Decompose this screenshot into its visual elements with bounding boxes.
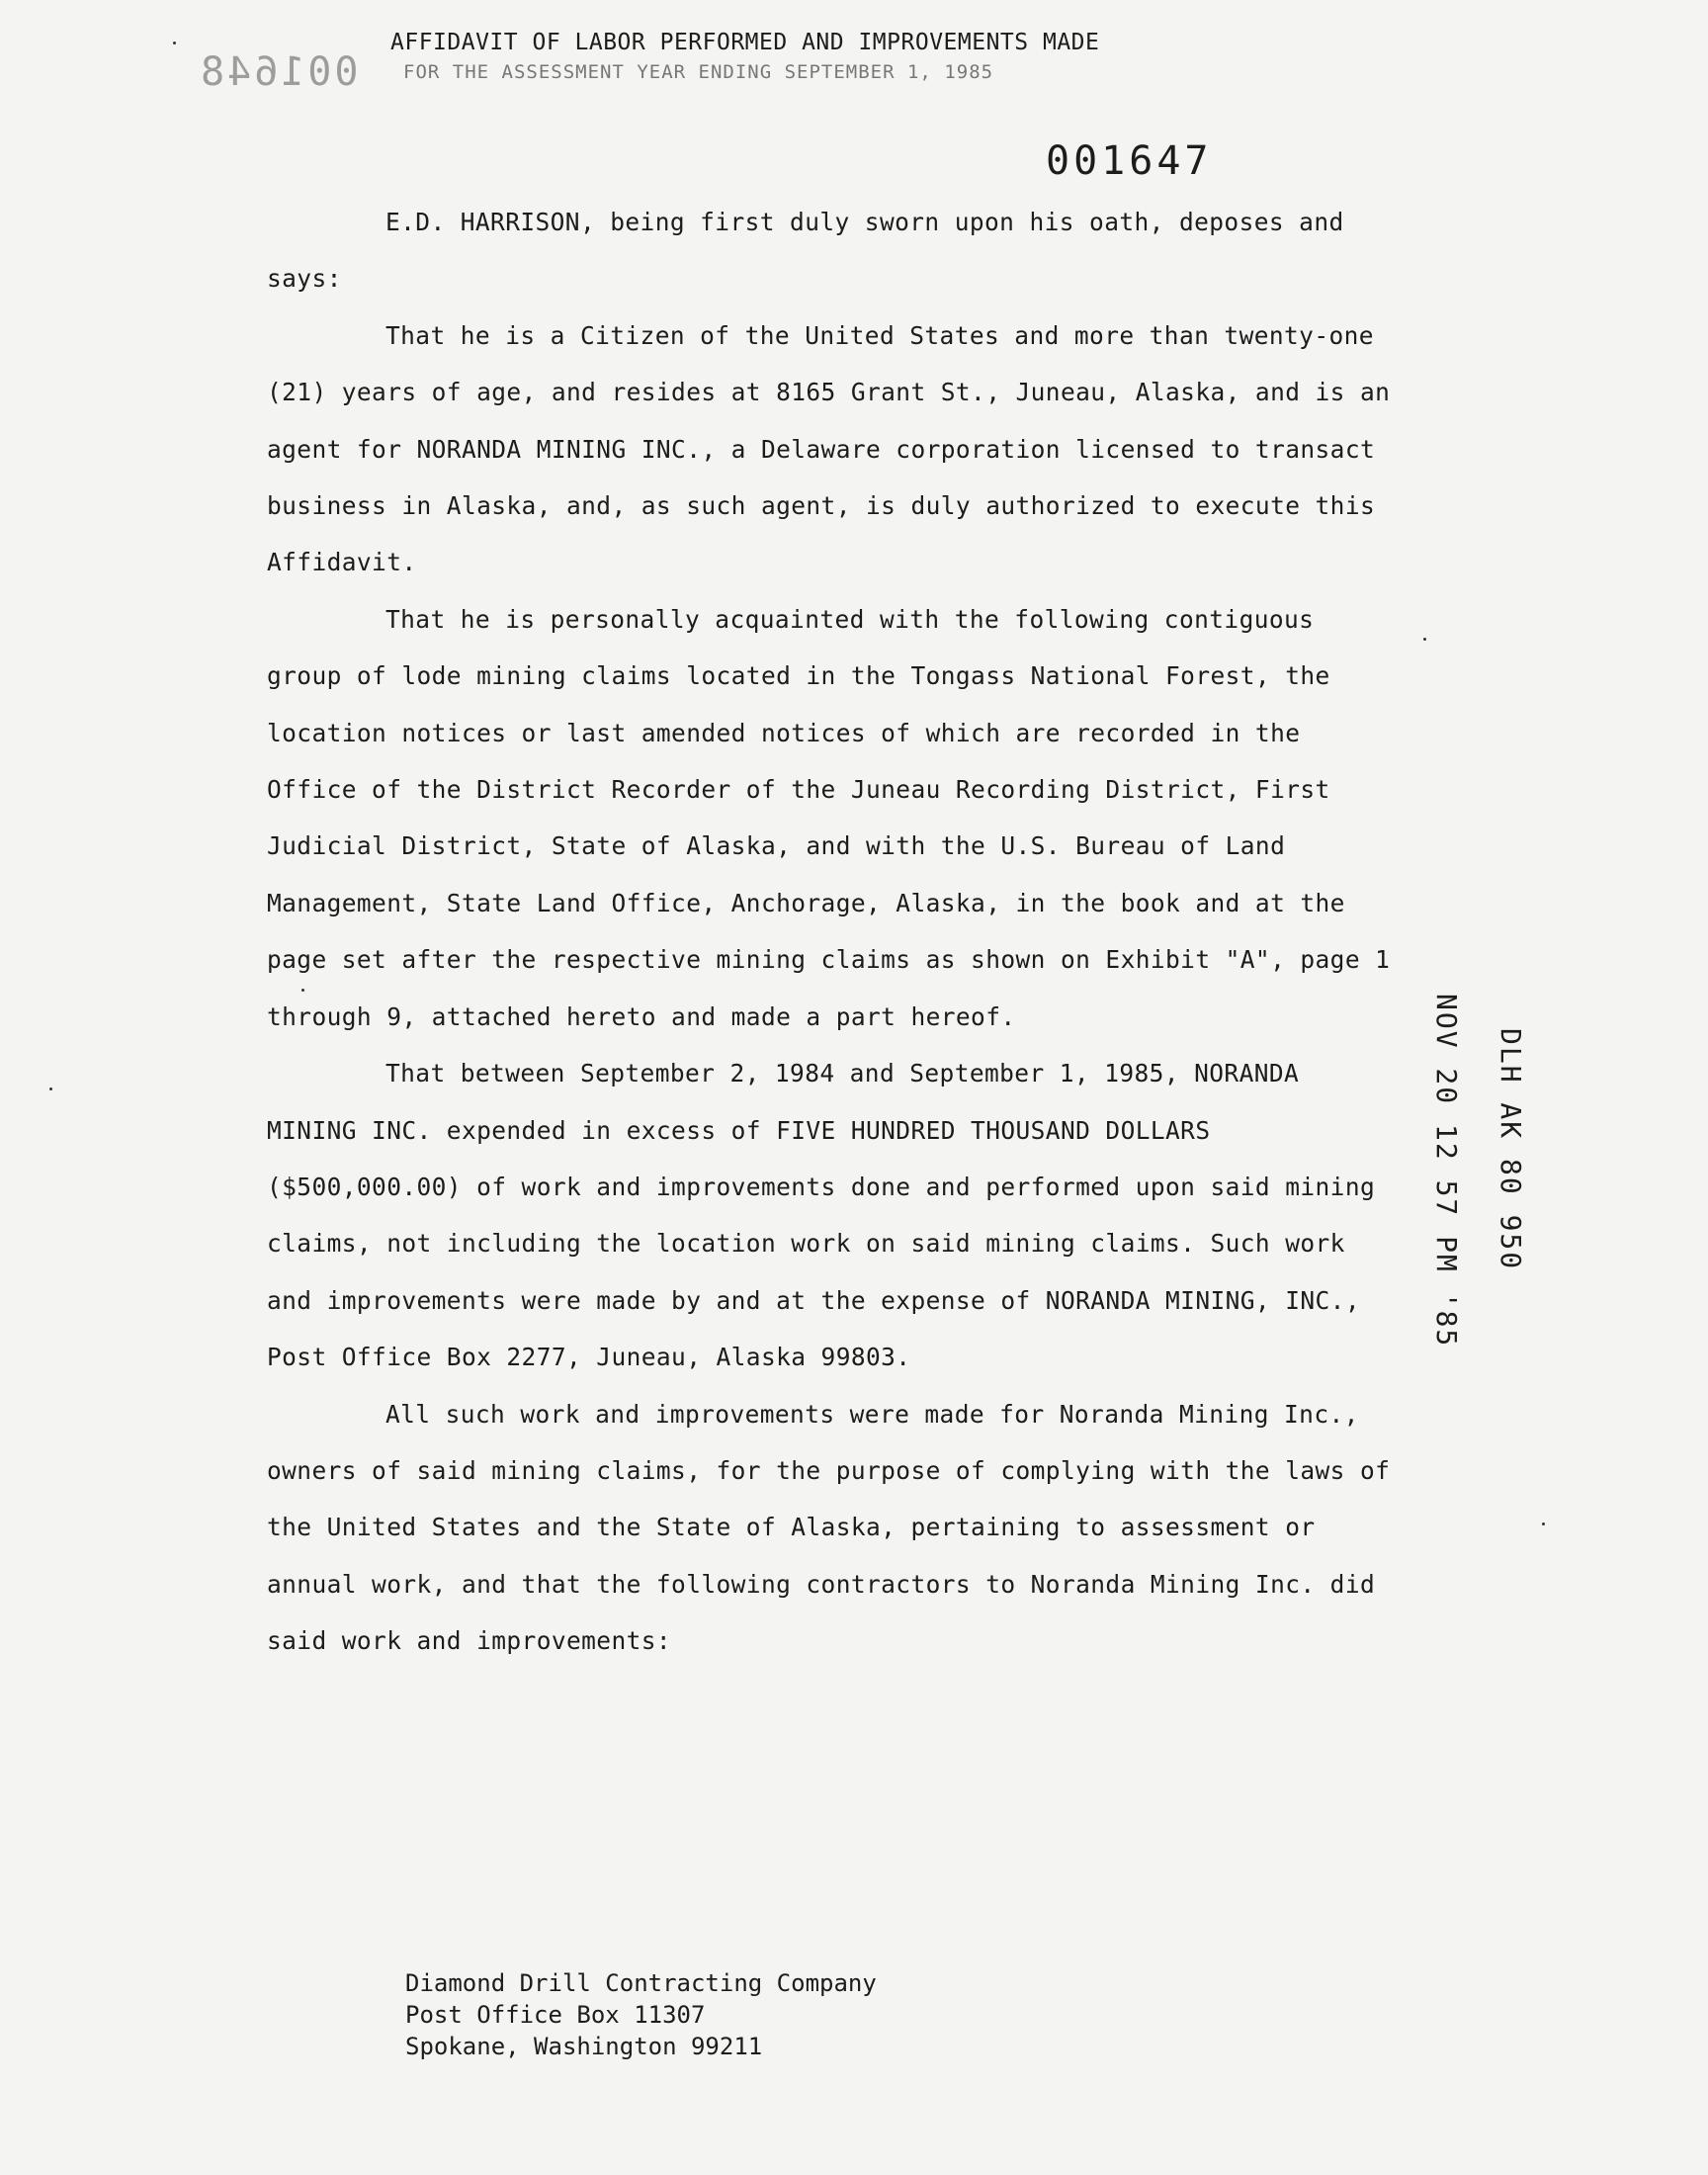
contractor-name: Diamond Drill Contracting Company xyxy=(405,1969,877,1997)
contractor-address xyxy=(405,1967,877,2062)
document-subtitle: FOR THE ASSESSMENT YEAR ENDING SEPTEMBER 1, 1985 xyxy=(403,61,994,83)
paragraph-purpose: All such work and improvements were made for Noranda Mining Inc., owners of said mining claims, for the purpose of complying with the laws of the United States and the State of Alaska, pertaining to assessment or annual work, and that the following contractors to Noranda Mining Inc. did said work and improvements: xyxy=(267,1399,1391,1656)
scan-speck xyxy=(173,42,176,44)
scan-speck xyxy=(1542,1522,1545,1525)
document-title: AFFIDAVIT OF LABOR PERFORMED AND IMPROVEMENTS MADE xyxy=(390,30,1100,55)
paragraph-expenditure: That between September 2, 1984 and September 1, 1985, NORANDA MINING INC. expended in excess of FIVE HUNDRED THOUSAND DOLLARS ($500,000.00) of work and improvements done and performed upon said mining claims, not including the location work on said mining claims. Such work and improvements were made by and at the expense of NORANDA MINING, INC., Post Office Box 2277, Juneau, Alaska 99803. xyxy=(267,1059,1376,1372)
mirrored-doc-number: 001648 xyxy=(198,49,359,95)
contractor-address-line2: Spokane, Washington 99211 xyxy=(405,2033,763,2060)
paragraph-deposition: E.D. HARRISON, being first duly sworn upon his oath, deposes and says: xyxy=(267,208,1344,294)
scan-speck xyxy=(49,1088,52,1090)
recording-date-stamp: NOV 20 12 57 PM '85 xyxy=(1430,994,1463,1348)
contractor-address-line1: Post Office Box 11307 xyxy=(405,2001,706,2029)
paragraph-claims: That he is personally acquainted with the following contiguous group of lode mining claims located in the Tongass National Forest, the location notices or last amended notices of which are recorded in the Office of the District Recorder of the Juneau Recording District, First Judicial District, State of Alaska, and with the U.S. Bureau of Land Management, State Land Office, Anchorage, Alaska, in the book and at the page set after the respective mining claims as shown on Exhibit "A", page 1 through 9, attached hereto and made a part hereof. xyxy=(267,604,1391,1031)
scan-speck xyxy=(1423,638,1426,641)
recorder-stamp: DLH AK 80 950 xyxy=(1494,1028,1527,1271)
paragraph-citizenship: That he is a Citizen of the United States and more than twenty-one (21) years of age, and resides at 8165 Grant St., Juneau, Alaska, and is an agent for NORANDA MINING INC., a Delaware corporation licensed to transact business in Alaska, and, as such agent, is duly authorized to execute this Affidavit. xyxy=(267,320,1391,577)
scan-speck xyxy=(301,989,304,992)
affidavit-body xyxy=(267,194,1404,1670)
document-number: 001647 xyxy=(1046,138,1213,184)
